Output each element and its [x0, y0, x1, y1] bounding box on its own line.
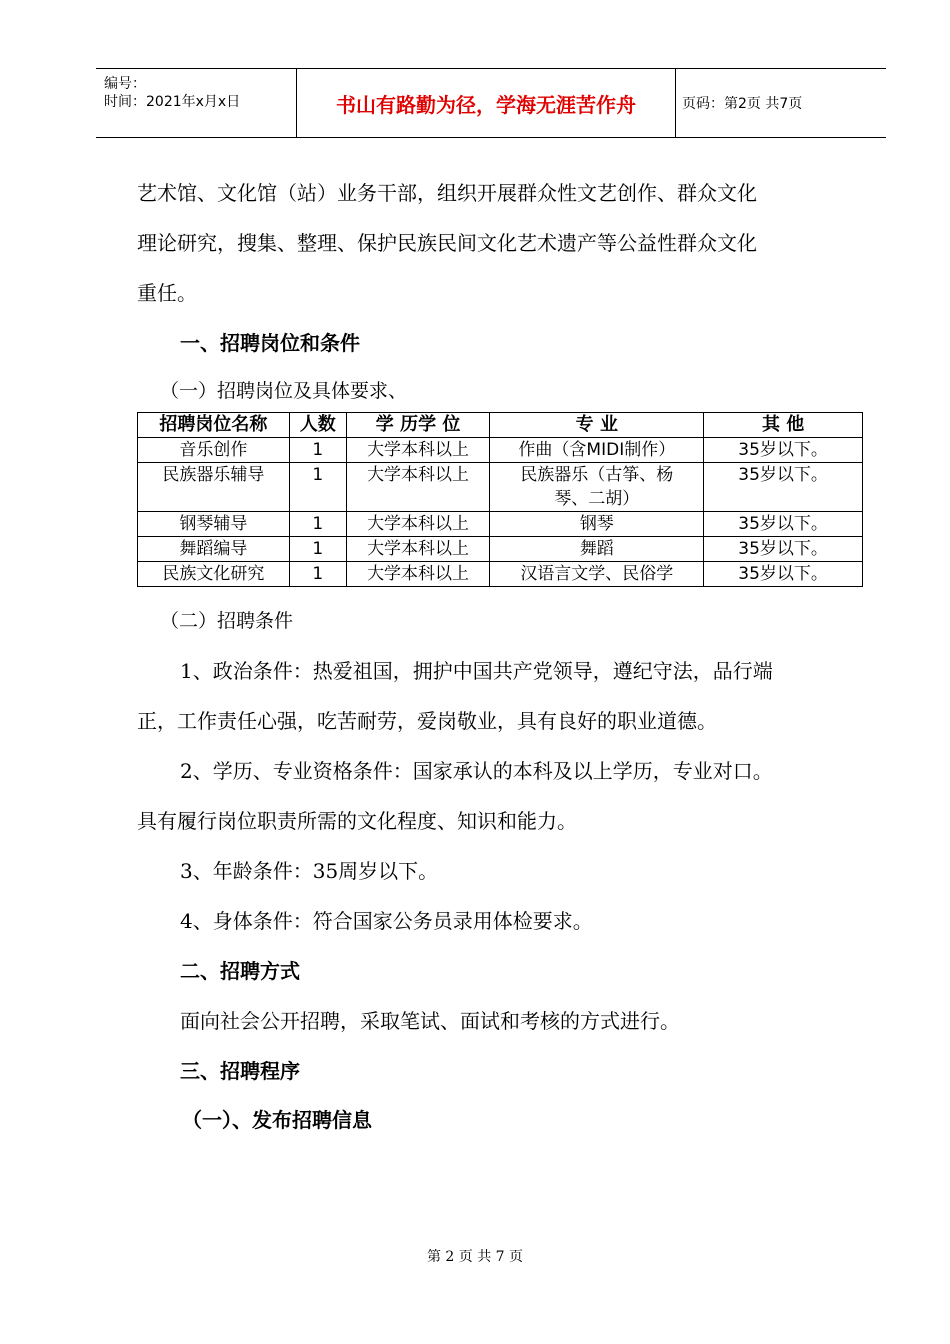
- condition-line: 4、身体条件：符合国家公务员录用体检要求。: [180, 909, 593, 933]
- section-heading: 三、招聘程序: [180, 1059, 300, 1083]
- table-header-cell: 招聘岗位名称: [138, 413, 290, 438]
- table-cell: 35岁以下。: [704, 562, 863, 587]
- table-header-row: [138, 413, 863, 438]
- table-header-cell: 学 历学 位: [346, 413, 490, 438]
- table-cell: 民族器乐（古筝、杨琴、二胡）: [490, 463, 704, 512]
- table-cell: 35岁以下。: [704, 512, 863, 537]
- table-cell: 35岁以下。: [704, 438, 863, 463]
- intro-line: 艺术馆、文化馆（站）业务干部，组织开展群众性文艺创作、群众文化: [137, 181, 757, 205]
- page-header: [96, 68, 886, 138]
- table-cell: 大学本科以上: [346, 463, 490, 512]
- body-text: 面向社会公开招聘，采取笔试、面试和考核的方式进行。: [180, 1009, 680, 1033]
- header-motto: 书山有路勤为径，学海无涯苦作舟: [297, 69, 676, 137]
- section-heading: 二、招聘方式: [180, 959, 300, 983]
- table-row: [138, 438, 863, 463]
- table-cell: 舞蹈: [490, 537, 704, 562]
- subsection-heading: （二）招聘条件: [160, 610, 294, 632]
- table-cell: 汉语言文学、民俗学: [490, 562, 704, 587]
- table-cell: 音乐创作: [138, 438, 290, 463]
- page-footer: 第 2 页 共 7 页: [426, 1249, 524, 1265]
- table-cell: 舞蹈编导: [138, 537, 290, 562]
- table-cell: 民族器乐辅导: [138, 463, 290, 512]
- section-heading: 一、招聘岗位和条件: [180, 331, 360, 355]
- table-row: [138, 512, 863, 537]
- table-cell: 大学本科以上: [346, 512, 490, 537]
- table-cell: 35岁以下。: [704, 463, 863, 512]
- table-cell: 大学本科以上: [346, 438, 490, 463]
- table-row: [138, 562, 863, 587]
- positions-table: [137, 412, 863, 587]
- condition-line: 3、年龄条件：35周岁以下。: [180, 859, 439, 883]
- subsection-heading: （一）、发布招聘信息: [182, 1108, 372, 1132]
- table-row: [138, 463, 863, 512]
- table-cell: 1: [289, 463, 346, 512]
- table-cell: 1: [289, 537, 346, 562]
- header-page-number: 页码：第2页 共7页: [682, 96, 803, 112]
- table-cell: 1: [289, 438, 346, 463]
- condition-line: 具有履行岗位职责所需的文化程度、知识和能力。: [137, 809, 577, 833]
- table-cell: 1: [289, 562, 346, 587]
- condition-line: 2、学历、专业资格条件：国家承认的本科及以上学历，专业对口。: [180, 759, 773, 783]
- condition-line: 1、政治条件：热爱祖国，拥护中国共产党领导，遵纪守法，品行端: [180, 659, 773, 683]
- table-cell: 35岁以下。: [704, 537, 863, 562]
- table-cell: 1: [289, 512, 346, 537]
- table-cell: 作曲（含MIDI制作）: [490, 438, 704, 463]
- table-header-cell: 人数: [289, 413, 346, 438]
- table-cell: 钢琴辅导: [138, 512, 290, 537]
- intro-line: 重任。: [137, 281, 197, 305]
- doc-number: 编号：: [104, 76, 146, 92]
- header-meta: [96, 69, 297, 137]
- table-cell: 钢琴: [490, 512, 704, 537]
- doc-date: 时间：2021年x月x日: [104, 94, 241, 110]
- table-cell: 大学本科以上: [346, 562, 490, 587]
- table-header-cell: 其 他: [704, 413, 863, 438]
- table-header-cell: 专 业: [490, 413, 704, 438]
- condition-line: 正，工作责任心强，吃苦耐劳，爱岗敬业，具有良好的职业道德。: [137, 709, 717, 733]
- table-row: [138, 537, 863, 562]
- table-cell: 民族文化研究: [138, 562, 290, 587]
- table-cell: 大学本科以上: [346, 537, 490, 562]
- subsection-heading: （一）招聘岗位及具体要求、: [160, 380, 408, 402]
- intro-line: 理论研究，搜集、整理、保护民族民间文化艺术遗产等公益性群众文化: [137, 231, 757, 255]
